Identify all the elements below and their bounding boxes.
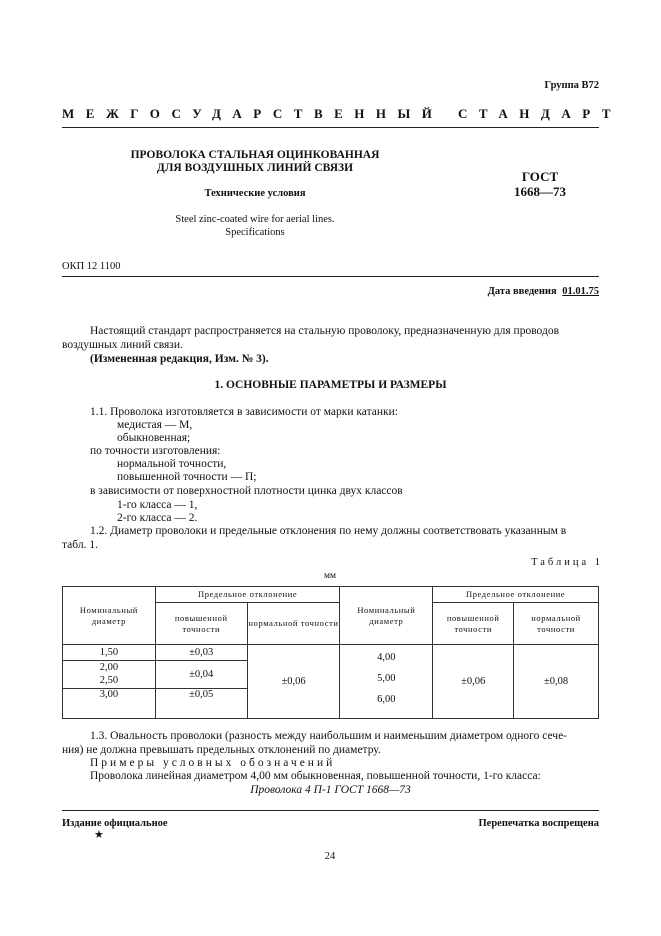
title-english-2: Specifications: [225, 227, 285, 238]
table-unit: мм: [323, 571, 337, 581]
effective-date: [488, 285, 599, 298]
gost-number: 1668—73: [514, 184, 566, 199]
banner-standard: СТАНДАРТ: [458, 106, 623, 121]
diameter-value: 5,00: [377, 673, 396, 684]
clause-1-1-subhead: в зависимости от поверхностной плотности цинка двух классов: [90, 485, 403, 497]
clause-1-1-item: нормальной точности,: [117, 458, 227, 470]
table-1: [62, 586, 599, 719]
clause-1-2-line-2: табл. 1.: [62, 539, 98, 551]
okp-code: ОКП 12 1100: [62, 261, 121, 272]
gost-label: ГОСТ: [521, 169, 559, 184]
example-designation: Проволока 4 П-1 ГОСТ 1668—73: [250, 784, 411, 796]
intro-amendment: (Измененная редакция, Изм. № 3).: [90, 353, 269, 365]
header-increased-left: повышенной точности: [155, 603, 247, 645]
diameter-cell-right: [340, 645, 433, 719]
examples-heading: Примеры условных обозначений: [90, 757, 336, 769]
group-code: Группа В72: [544, 80, 599, 91]
normal-cell: ±0,06: [247, 645, 340, 719]
clause-1-1-item: 1-го класса — 1,: [117, 499, 198, 511]
official-edition: Издание официальное: [62, 818, 168, 829]
banner-interstate: МЕЖГОСУДАРСТВЕННЫЙ: [62, 106, 444, 121]
clause-1-1-item: медистая — М,: [117, 419, 193, 431]
header-normal-left: нормальной точности: [247, 603, 340, 645]
intro-line-2: воздушных линий связи.: [62, 339, 183, 351]
footer-rule: [62, 810, 599, 811]
header-deviation-right: Предельное отклонение: [433, 587, 599, 603]
clause-1-1-item: 2-го класса — 2.: [117, 512, 198, 524]
table-caption: Таблица 1: [531, 557, 603, 568]
header-nominal-right: Номинальный диаметр: [340, 587, 433, 645]
section-1-heading: 1. ОСНОВНЫЕ ПАРАМЕТРЫ И РАЗМЕРЫ: [214, 379, 447, 391]
header-deviation-left: Предельное отклонение: [155, 587, 340, 603]
header-normal-right: нормальной точности: [514, 603, 599, 645]
header-rule: [62, 127, 599, 128]
clause-1-1-item: повышенной точности — П;: [117, 471, 257, 483]
reprint-notice: Перепечатка воспрещена: [478, 818, 599, 829]
example-text: Проволока линейная диаметром 4,00 мм обыкновенная, повышенной точности, 1-го класса:: [90, 770, 541, 782]
header-nominal-left: Номинальный диаметр: [63, 587, 156, 645]
clause-1-1: 1.1. Проволока изготовляется в зависимости от марки катанки:: [90, 406, 398, 418]
diameter-value: 6,00: [377, 694, 396, 705]
effective-date-label: Дата введения: [487, 286, 557, 297]
clause-1-3-line-1: 1.3. Овальность проволоки (разность между наибольшим и наименьшим диаметром одного сече-: [90, 730, 568, 742]
effective-date-value: 01.01.75: [562, 286, 599, 297]
title-subtitle: Технические условия: [204, 188, 306, 199]
clause-1-2-line-1: 1.2. Диаметр проволоки и предельные отклонения по нему должны соответствовать указанным в: [90, 525, 567, 537]
clause-1-1-item: обыкновенная;: [117, 432, 191, 444]
diameter-value: 2,50: [99, 675, 119, 686]
increased-cell: ±0,03: [155, 645, 247, 661]
normal-cell-right: ±0,08: [514, 645, 599, 719]
increased-cell: ±0,05: [155, 689, 247, 719]
title-line-2: ДЛЯ ВОЗДУШНЫХ ЛИНИЙ СВЯЗИ: [156, 162, 354, 174]
diameter-cell: 3,00: [63, 689, 156, 719]
title-line-1: ПРОВОЛОКА СТАЛЬНАЯ ОЦИНКОВАННАЯ: [130, 149, 380, 161]
title-english-1: Steel zinc-coated wire for aerial lines.: [175, 214, 335, 225]
increased-cell-right: ±0,06: [433, 645, 514, 719]
okp-rule: [62, 276, 599, 277]
diameter-cell: 1,50: [63, 645, 156, 661]
increased-cell: ±0,04: [155, 661, 247, 689]
star-icon: ★: [94, 829, 104, 841]
header-increased-right: повышенной точности: [433, 603, 514, 645]
clause-1-3-line-2: ния) не должна превышать предельных отклонений по диаметру.: [62, 744, 381, 756]
diameter-value: 4,00: [377, 652, 396, 663]
intro-line-1: Настоящий стандарт распространяется на стальную проволоку, предназначенную для проводов: [90, 325, 559, 337]
page-number: 24: [324, 851, 336, 862]
diameter-cell: [63, 661, 156, 689]
diameter-value: 2,00: [99, 662, 119, 673]
clause-1-1-subhead: по точности изготовления:: [90, 445, 221, 457]
